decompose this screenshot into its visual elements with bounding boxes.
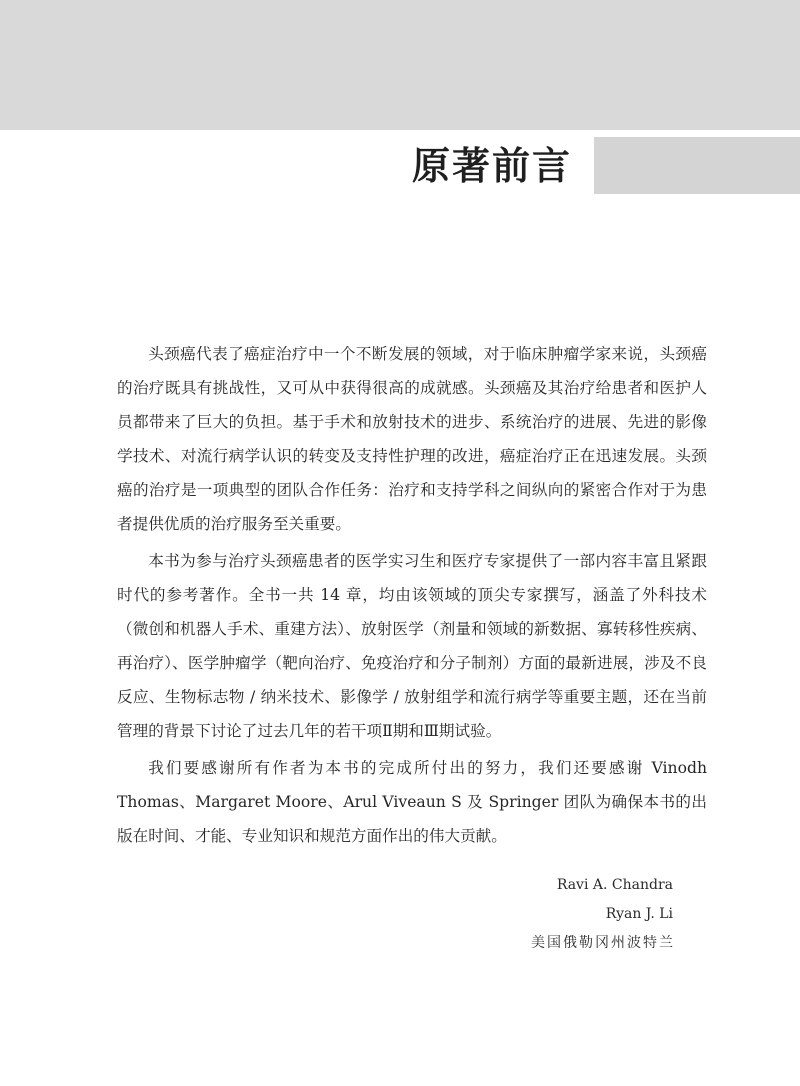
paragraph-1: 头颈癌代表了癌症治疗中一个不断发展的领域，对于临床肿瘤学家来说，头颈癌的治疗既具有挑战性，又可从中获得很高的成就感。头颈癌及其治疗给患者和医护人员都带来了巨大的负担。基于手术和放射技术的进步、系统治疗的进展、先进的影像学技术、对流行病学认识的转变及支持性护理的改进，癌症治疗正在迅速发展。头颈癌的治疗是一项典型的团队合作任务：治疗和支持学科之间纵向的紧密合作对于为患者提供优质的治疗服务至关重要。 (117, 345, 707, 533)
author-name-1: Ravi A. Chandra (556, 877, 673, 893)
signature-block (430, 871, 673, 958)
title-tab-decoration (594, 137, 800, 194)
paragraph-2: 本书为参与治疗头颈癌患者的医学实习生和医疗专家提供了一部内容丰富且紧跟时代的参考著作。全书一共 14 章，均由该领域的顶尖专家撰写，涵盖了外科技术（微创和机器人手术、重建方法）、放射医学（剂量和领域的新数据、寡转移性疾病、再治疗）、医学肿瘤学（靶向治疗、免疫治疗和分子制剂）方面的最新进展，涉及不良反应、生物标志物 / 纳米技术、影像学 / 放射组学和流行病学等重要主题，还在当前管理的背景下讨论了过去几年的若干项Ⅱ期和Ⅲ期试验。 (117, 552, 707, 740)
author-name-2: Ryan J. Li (605, 906, 673, 922)
header-band (0, 0, 800, 130)
paragraph-3: 我们要感谢所有作者为本书的完成所付出的努力，我们还要感谢 Vinodh Thomas、Margaret Moore、Arul Viveaun S 及 Springer 团队为确保本书的出版在时间、才能、专业知识和规范方面作出的伟大贡献。 (117, 759, 707, 845)
preface-body (117, 337, 707, 856)
author-location: 美国俄勒冈州波特兰 (531, 935, 675, 951)
page-title: 原著前言 (411, 144, 572, 188)
